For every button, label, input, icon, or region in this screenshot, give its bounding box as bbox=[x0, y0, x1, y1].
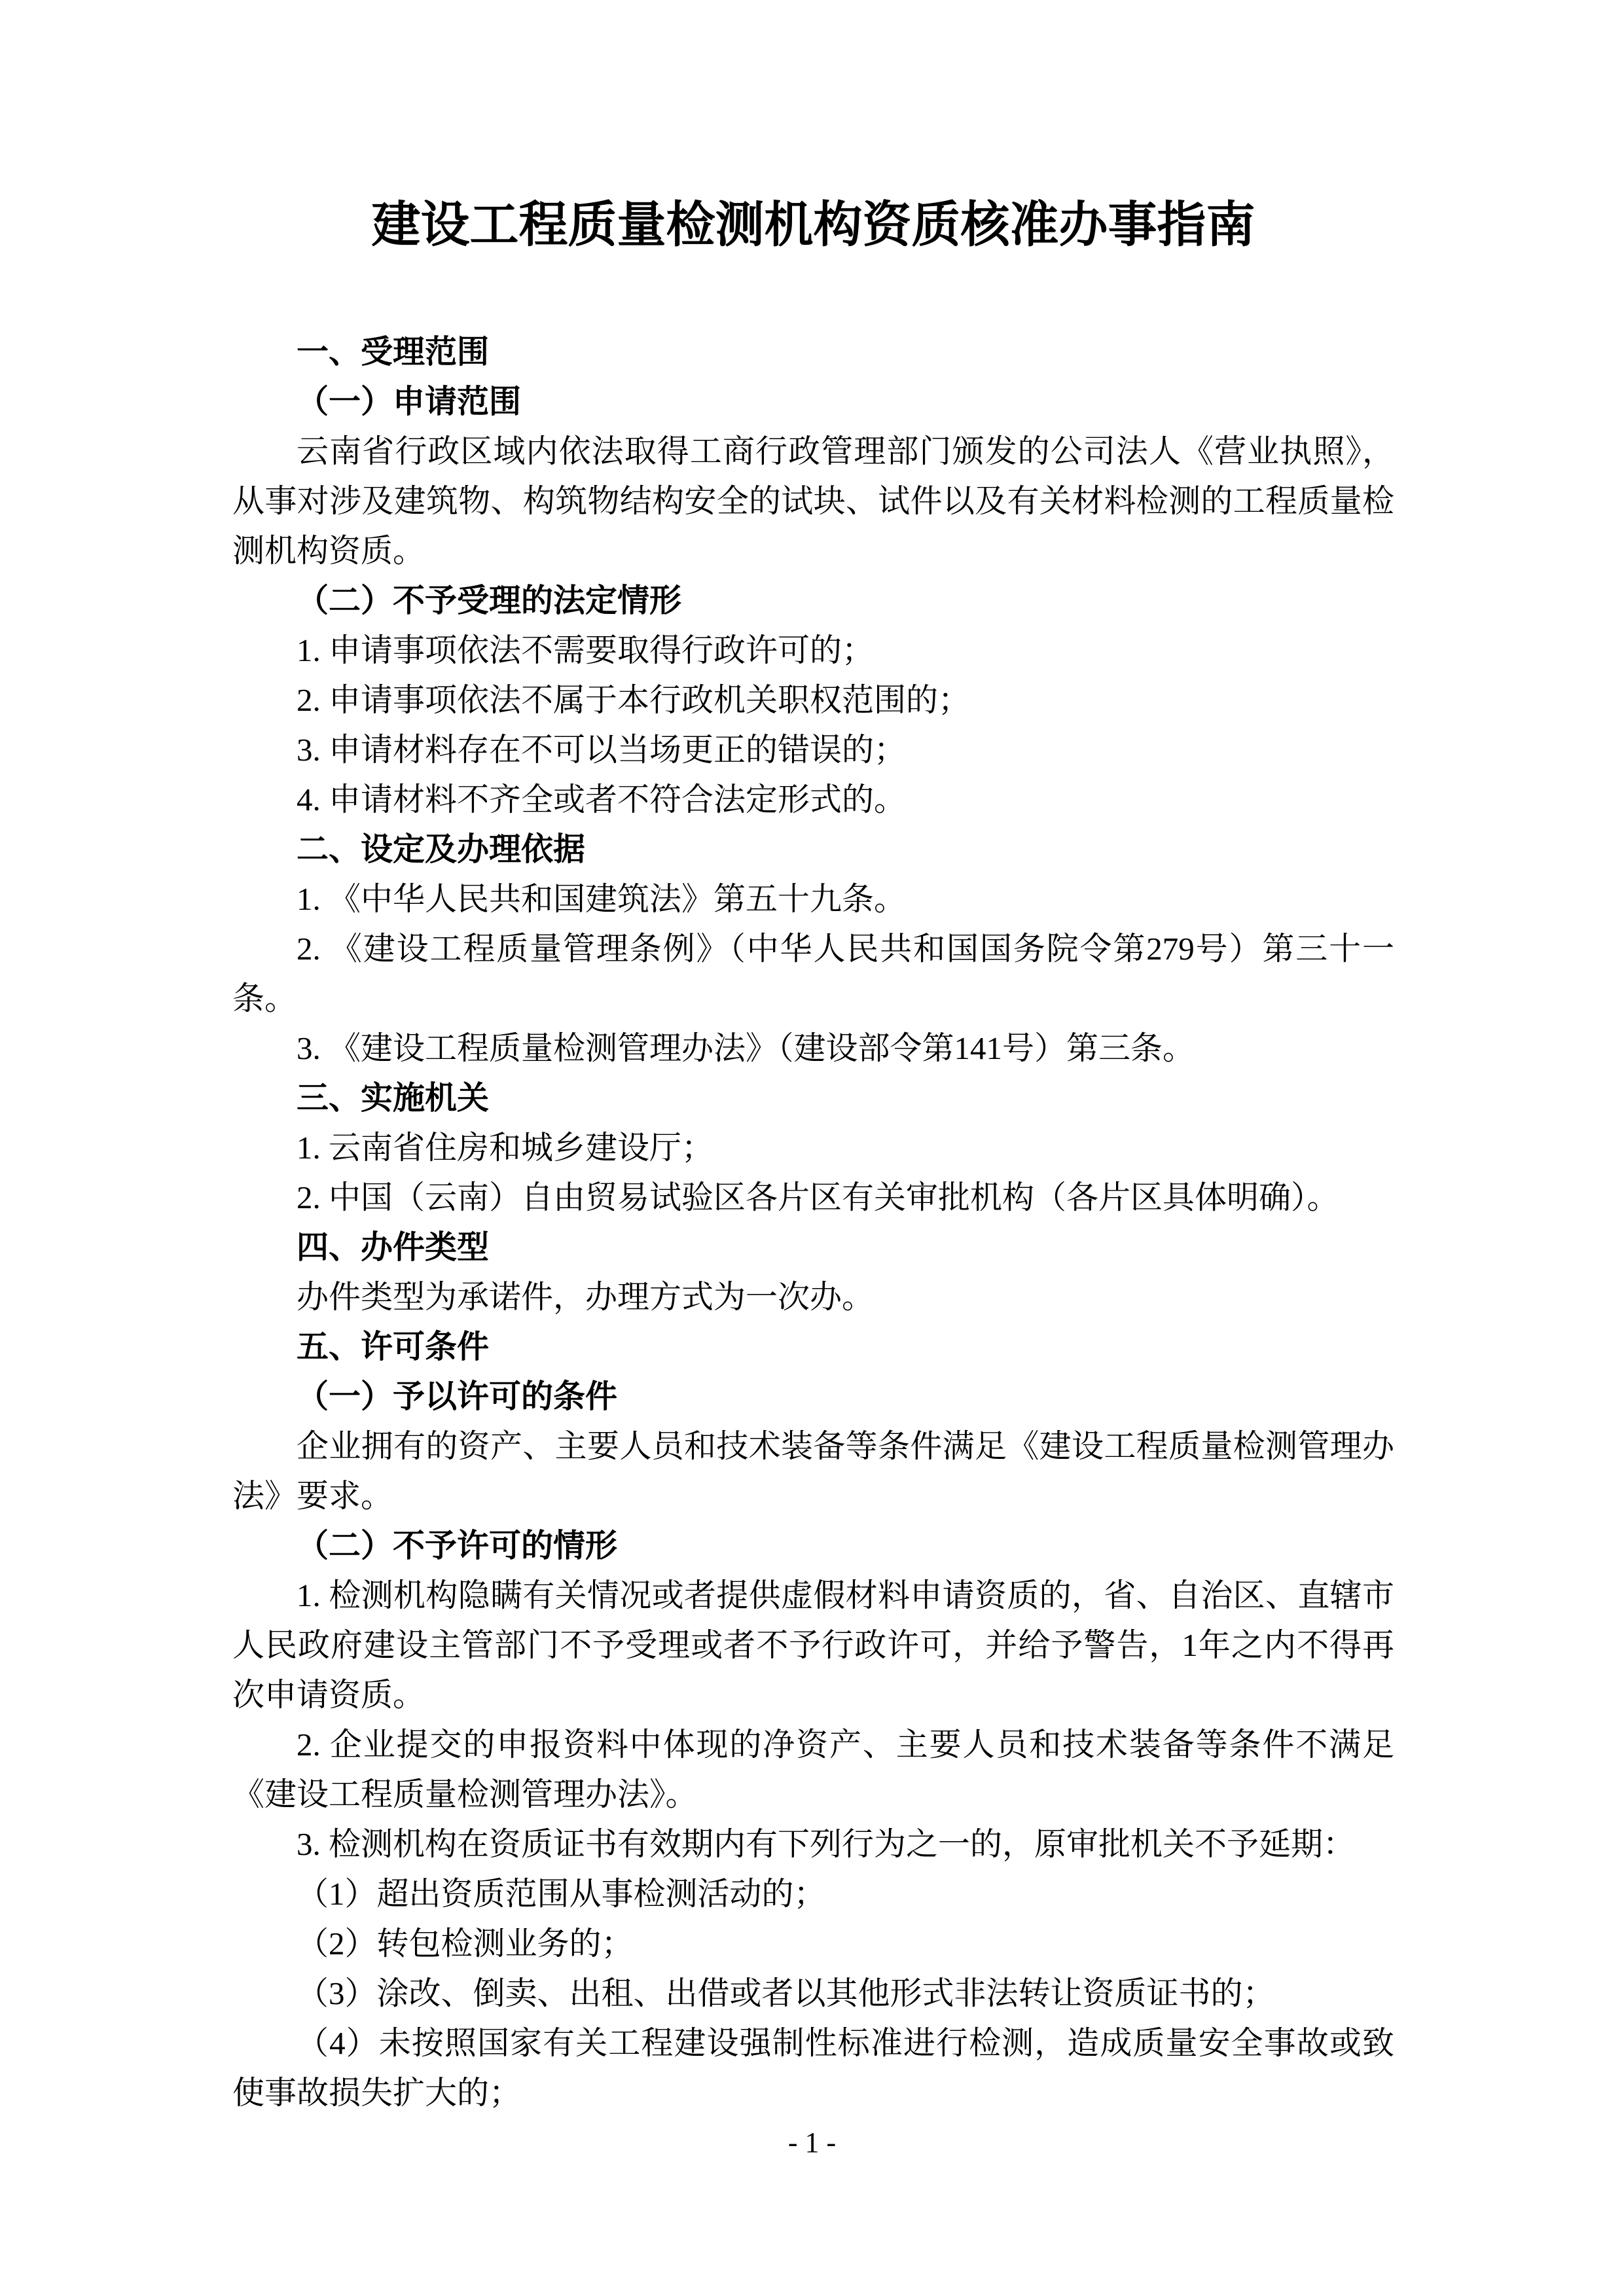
para-rejection-item-2: 2. 申请事项依法不属于本行政机关职权范围的； bbox=[297, 682, 971, 718]
para-legal-basis-1: 1. 《中华人民共和国建筑法》第五十九条。 bbox=[297, 881, 907, 917]
para-rejection-item-3: 3. 申请材料存在不可以当场更正的错误的； bbox=[297, 732, 907, 768]
para-application-scope: 云南省行政区域内依法取得工商行政管理部门颁发的公司法人《营业执照》，从事对涉及建筑物、构筑物结构安全的试块、试件以及有关材料检测的工程质量检测机构资质。 bbox=[232, 433, 1394, 569]
para-denial-1: 1. 检测机构隐瞒有关情况或者提供虚假材料申请资质的，省、自治区、直辖市人民政府建设主管部门不予受理或者不予行政许可，并给予警告，1年之内不得再次申请资质。 bbox=[232, 1577, 1394, 1713]
heading-1-2-rejection-situations: （二）不予受理的法定情形 bbox=[297, 582, 682, 619]
para-rejection-item-1: 1. 申请事项依法不需要取得行政许可的； bbox=[297, 632, 875, 668]
heading-2-legal-basis: 二、设定及办理依据 bbox=[297, 831, 586, 868]
para-authority-1: 1. 云南省住房和城乡建设厅； bbox=[297, 1130, 714, 1166]
para-denial-2: 2. 企业提交的申报资料中体现的净资产、主要人员和技术装备等条件不满足《建设工程质量检测管理办法》。 bbox=[232, 1727, 1394, 1812]
document-title: 建设工程质量检测机构资质核准办事指南 bbox=[371, 196, 1255, 253]
para-processing-type: 办件类型为承诺件，办理方式为一次办。 bbox=[297, 1279, 875, 1315]
heading-5-1-approval-conditions: （一）予以许可的条件 bbox=[297, 1378, 618, 1415]
para-legal-basis-3: 3. 《建设工程质量检测管理办法》（建设部令第141号）第三条。 bbox=[297, 1030, 1195, 1066]
heading-3-implementing-authority: 三、实施机关 bbox=[297, 1079, 490, 1117]
heading-5-permit-conditions: 五、许可条件 bbox=[297, 1328, 490, 1365]
heading-5-2-denial-situations: （二）不予许可的情形 bbox=[297, 1527, 618, 1564]
heading-4-processing-type: 四、办件类型 bbox=[297, 1229, 490, 1266]
heading-1-1-application-scope: （一）申请范围 bbox=[297, 383, 522, 420]
para-denial-3-sub-4: （4）未按照国家有关工程建设强制性标准进行检测，造成质量安全事故或致使事故损失扩大的； bbox=[232, 2025, 1394, 2111]
heading-1-acceptance-scope: 一、受理范围 bbox=[297, 333, 490, 370]
para-approval-conditions: 企业拥有的资产、主要人员和技术装备等条件满足《建设工程质量检测管理办法》要求。 bbox=[232, 1428, 1394, 1514]
para-denial-3-sub-1: （1）超出资质范围从事检测活动的； bbox=[297, 1876, 826, 1912]
para-legal-basis-2: 2. 《建设工程质量管理条例》（中华人民共和国国务院令第279号）第三十一条。 bbox=[232, 931, 1394, 1016]
para-denial-3-sub-3: （3）涂改、倒卖、出租、出借或者以其他形式非法转让资质证书的； bbox=[297, 1975, 1275, 2011]
page-number: - 1 - bbox=[787, 2126, 837, 2159]
para-rejection-item-4: 4. 申请材料不齐全或者不符合法定形式的。 bbox=[297, 781, 907, 817]
para-authority-2: 2. 中国（云南）自由贸易试验区各片区有关审批机构（各片区具体明确）。 bbox=[297, 1179, 1339, 1215]
para-denial-3-sub-2: （2）转包检测业务的； bbox=[297, 1926, 634, 1962]
document-body bbox=[232, 327, 1394, 2118]
para-denial-3: 3. 检测机构在资质证书有效期内有下列行为之一的，原审批机关不予延期： bbox=[297, 1826, 1356, 1862]
